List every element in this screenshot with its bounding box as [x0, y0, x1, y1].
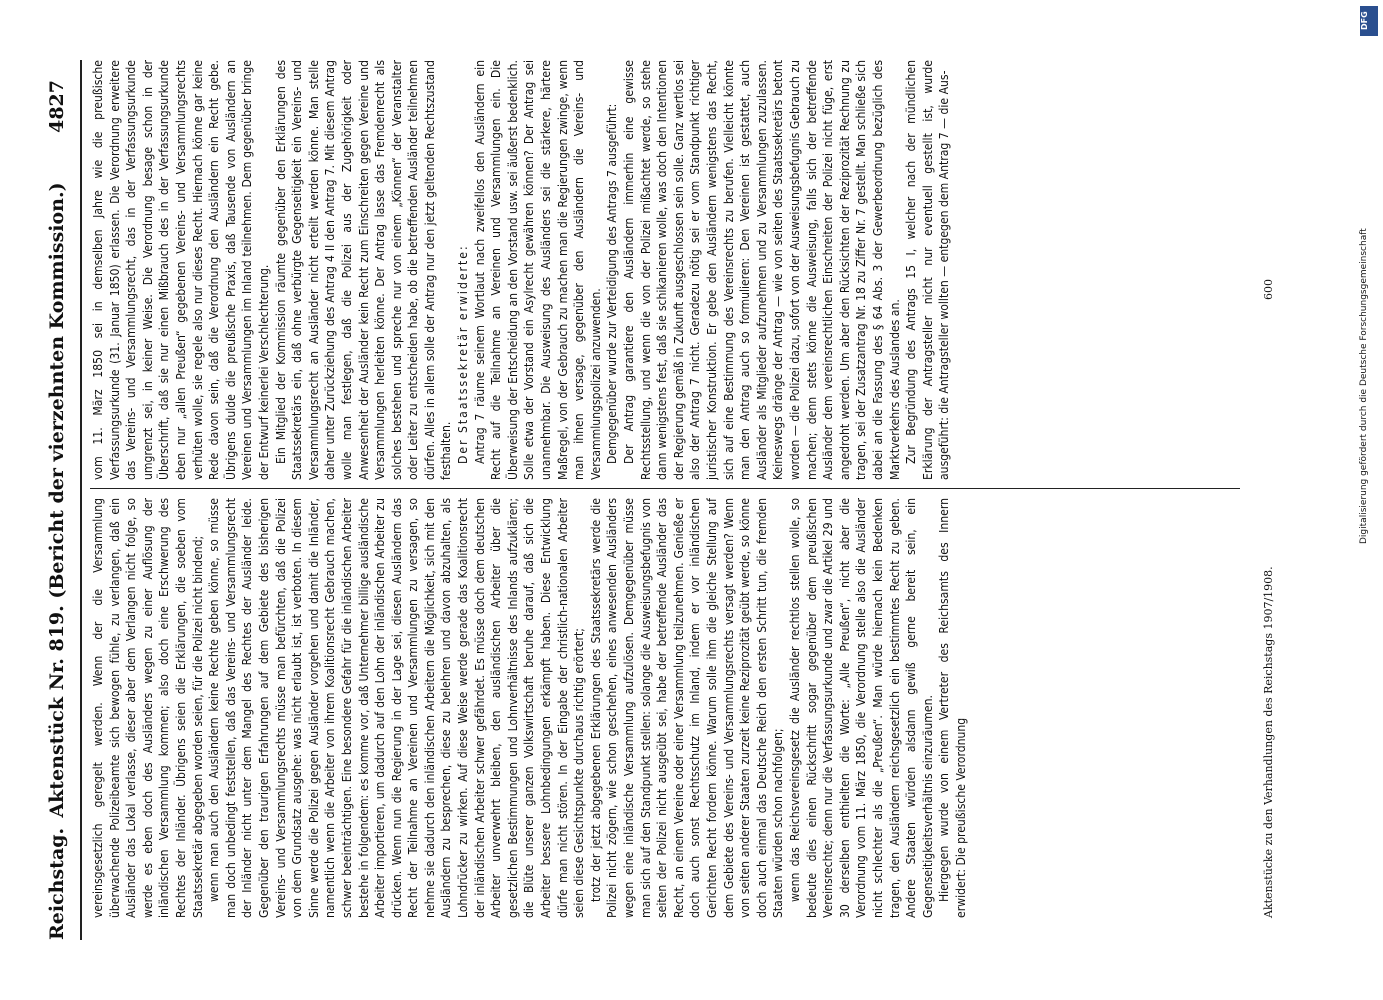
paragraph: Zur Begründung des Antrags 15 I, welcher nach der mündlichen Erklärung der Antragsteller nicht nur eventuell gestellt ist, wurde ausgeführt: die Antragsteller wollten — entgegen dem Antrag 7 — die Aus- [904, 60, 952, 480]
paragraph: vom 11. März 1850 sei in demselben Jahre wie die preußische Verfassungsurkunde (31. Januar 1850) erlassen. Die Verordnung erweitere das Vereins- und Versammlungsrecht, das in der Verfassungsurkunde umgrenzt sei, in keiner Weise. Die Verordnung besage schon in der Überschrift, daß sie nur einen Mißbrauch des in der Verfassungsurkunde eben nur „allen Preußen“ gegebenen Vereins- und Versammlungsrechts verhüten wolle, sie regele also nur dieses Recht. Hiernach könne gar keine Rede davon sein, daß die Verordnung den Ausländern ein Recht gebe. Übrigens dulde die preußische Praxis, daß Tausende von Ausländern an Vereinen und Versammlungen im Inland teilnehmen. Dem gegenüber bringe der Entwurf keinerlei Verschlechterung. [91, 60, 271, 480]
header-center: Aktenstück Nr. 819. (Bericht der vierzehnten Kommission.) [46, 182, 68, 818]
paragraph: vereinsgesetzlich geregelt werden. Wenn der die Versammlung überwachende Polizeibeamte sich bewogen fühle, zu verlangen, daß ein Ausländer das Lokal verlasse, dieser aber dem Verlangen nicht folge, so werde es eben doch des Ausländers wegen zu einer Auflösung der inländischen Versammlung kommen; also doch eine Erschwerung des Rechtes der Inländer. Übrigens seien die Erklärungen, die soeben vom Staatssekretär abgegeben worden seien, für die Polizei nicht bindend; [91, 498, 205, 918]
header-rule [80, 60, 82, 940]
paragraph: Der Staatssekretär erwiderte: [456, 244, 471, 464]
digitization-notice: Digitalisierung gefördert durch die Deutsche Forschungsgemeinschaft [1359, 228, 1369, 544]
dfg-logo: DFG [1360, 6, 1378, 36]
paragraph: trotz der jetzt abgegebenen Erklärungen des Staatssekretärs werde die Polizei nicht zögern, wie schon geschehen, eines anwesenden Ausländers wegen eine inländische Versammlung aufzulösen. Demgegenüber müsse man sich auf den Standpunkt stellen: solange die Ausweisungsbefugnis von seiten der Polizei nicht ausgeübt sei, habe der betreffende Ausländer das Recht, an einem Vereine oder einer Versammlung teilzunehmen. Genieße er doch auch sonst Rechtsschutz im Inland, indem er vor inländischen Gerichten Recht fordern könne. Warum solle ihm die gleiche Stellung auf dem Gebiete des Vereins- und Versammlungsrechts versagt werden? Wenn von seiten anderer Staaten zurzeit keine Reziprozität geübt werde, so könne doch auch einmal das Deutsche Reich den ersten Schritt tun, die fremden Staaten würden schon nachfolgen; [588, 498, 786, 918]
paragraph: Antrag 7 räume seinem Wortlaut nach zweifellos den Ausländern ein Recht auf die Teilnahme an Vereinen und Versammlungen ein. Die Überweisung der Entscheidung an den Vorstand usw. sei äußerst bedenklich. Solle etwa der Vorstand ein Asylrecht gewähren können? Der Antrag sei unannehmbar. Die Ausweisung des Ausländers sei die stärkere, härtere Maßregel, von der Gebrauch zu machen man die Regierungen zwinge, wenn man ihnen versage, gegenüber den Ausländern die Vereins- und Versammlungspolizei anzuwenden. [472, 60, 603, 480]
paragraph: Ein Mitglied der Kommission räumte gegenüber den Erklärungen des Staatssekretärs ein, daß ohne verbürgte Gegenseitigkeit ein Vereins- und Versammlungsrecht an Ausländer nicht erteilt werden könne. Man stelle daher unter Zurückziehung des Antrag 4 II den Antrag 7. Mit diesem Antrag wolle man festlegen, daß die Polizei aus der Zugehörigkeit oder Anwesenheit der Ausländer kein Recht zum Einschreiten gegen Vereine und Versammlungen herleiten könne. Der Antrag lasse das Fremdenrecht als solches bestehen und spreche nur von einem „Können“ der Veranstalter oder Leiter zu entscheiden habe, ob die betreffenden Ausländer teilnehmen dürfen. Alles in allem solle der Antrag nur den jetzt geltenden Rechtszustand festhalten. [273, 60, 454, 480]
paragraph: wenn man auch den Ausländern keine Rechte geben könne, so müsse man doch unbedingt feststellen, daß das Vereins- und Versammlungsrecht der Inländer nicht unter dem Mangel des Rechtes der Ausländer leide. Gegenüber den traurigen Erfahrungen auf dem Gebiete des bisherigen Vereins- und Versammlungsrechts müsse man befürchten, daß die Polizei von dem Grundsatz ausgehe: was nicht erlaubt ist, ist verboten. In diesem Sinne werde die Polizei gegen Ausländer vorgehen und damit die Inländer, namentlich wenn die Arbeiter von ihrem Koalitionsrecht Gebrauch machen, schwer beeinträchtigen. Eine besondere Gefahr für die inländischen Arbeiter bestehe in folgendem: es komme vor, daß Unternehmer billige ausländische Arbeiter importieren, um dadurch auf den Lohn der inländischen Arbeiter zu drücken. Wenn nun die Regierung in der Lage sei, diesen Ausländern das Recht der Teilnahme an Vereinen und Versammlungen zu versagen, so nehme sie dadurch den inländischen Arbeitern die Möglichkeit, sich mit den Ausländern zu besprechen, diese zu belehren und davon abzuhalten, als Lohndrücker zu wirken. Auf diese Weise werde gerade das Koalitionsrecht der inländischen Arbeiter schwer gefährdet. Es müsse doch dem deutschen Arbeiter unverwehrt bleiben, den ausländischen Arbeiter über die gesetzlichen Bestimmungen und Lohnverhältnisse des Inlands aufzuklären; die Blüte unserer ganzen Volkswirtschaft beruhe darauf, daß sich die Arbeiter bessere Lohnbedingungen erkämpft haben. Diese Entwicklung dürfe man nicht stören. In der Eingabe der christlich-nationalen Arbeiter seien diese Gesichtspunkte durchaus richtig erörtert; [207, 498, 587, 918]
paragraph: wenn das Reichsvereinsgesetz die Ausländer rechtlos stellen wolle, so bedeute dies einen Rückschritt sogar gegenüber dem preußischen Vereinsrechte; denn nur die Verfassungsurkunde und zwar die Artikel 29 und 30 derselben enthielten die Worte: „Alle Preußen“, nicht aber die Verordnung vom 11. März 1850, die Verordnung stelle also die Ausländer nicht schlechter als die „Preußen“. Man würde hiernach kein Bedenken tragen, den Ausländern reichsgesetzlich ein bestimmtes Recht zu geben. Andere Staaten würden alsdann gewiß gerne bereit sein, ein Gegenseitigkeitsverhältnis einzuräumen. [787, 498, 935, 918]
page-header [46, 30, 76, 970]
footer-sheet-number: 600 [1262, 279, 1275, 300]
right-column [90, 60, 1250, 480]
left-column [90, 498, 1250, 918]
paragraph: Der Antrag garantiere den Ausländern immerhin eine gewisse Rechtsstellung, und wenn die von der Polizei mißachtet werde, so stehe dann wenigstens fest, daß sie schikanieren wolle, was doch den Intentionen der Regierung gemäß in Zukunft ausgeschlossen sein solle. Ganz wertlos sei also der Antrag 7 nicht. Geradezu nötig sei er vom Standpunkt richtiger juristischer Konstruktion. Er gebe den Ausländern wenigstens das Recht, sich auf eine Bestimmung des Vereinsrechts zu berufen. Vielleicht könnte man den Antrag auch so formulieren: Den Vereinen ist gestattet, auch Ausländer als Mitglieder aufzunehmen und zu Versammlungen zuzulassen. Keineswegs dränge der Antrag — wie von seiten des Staatssekretärs betont worden — die Polizei dazu, sofort von der Ausweisungsbefugnis Gebrauch zu machen; denn stets könne die Ausweisung, falls sich der betreffende Ausländer dem vereinsrechtlichen Einschreiten der Polizei nicht füge, erst angedroht werden. Um aber den Rücksichten der Reziprozität Rechnung zu tragen, sei der Zusatzantrag Nr. 18 zu Ziffer Nr. 7 gestellt. Man schließe sich dabei an die Fassung des § 64 Abs. 3 der Gewerbeordnung bezüglich des Marktverkehrs des Auslandes an. [622, 60, 902, 480]
header-left: Reichstag. [46, 827, 68, 940]
column-separator [90, 488, 1240, 489]
digitization-sidebar [1355, 0, 1383, 1000]
footer-left: Aktenstücke zu den Verhandlungen des Reichstags 1907/1908. [1262, 566, 1275, 918]
paragraph: Demgegenüber wurde zur Verteidigung des Antrags 7 ausgeführt: [605, 103, 620, 464]
paragraph: Hiergegen wurde von einem Vertreter des Reichsamts des Innern erwidert: Die preußische Verordnung [937, 498, 968, 918]
page-number: 4827 [46, 80, 68, 133]
